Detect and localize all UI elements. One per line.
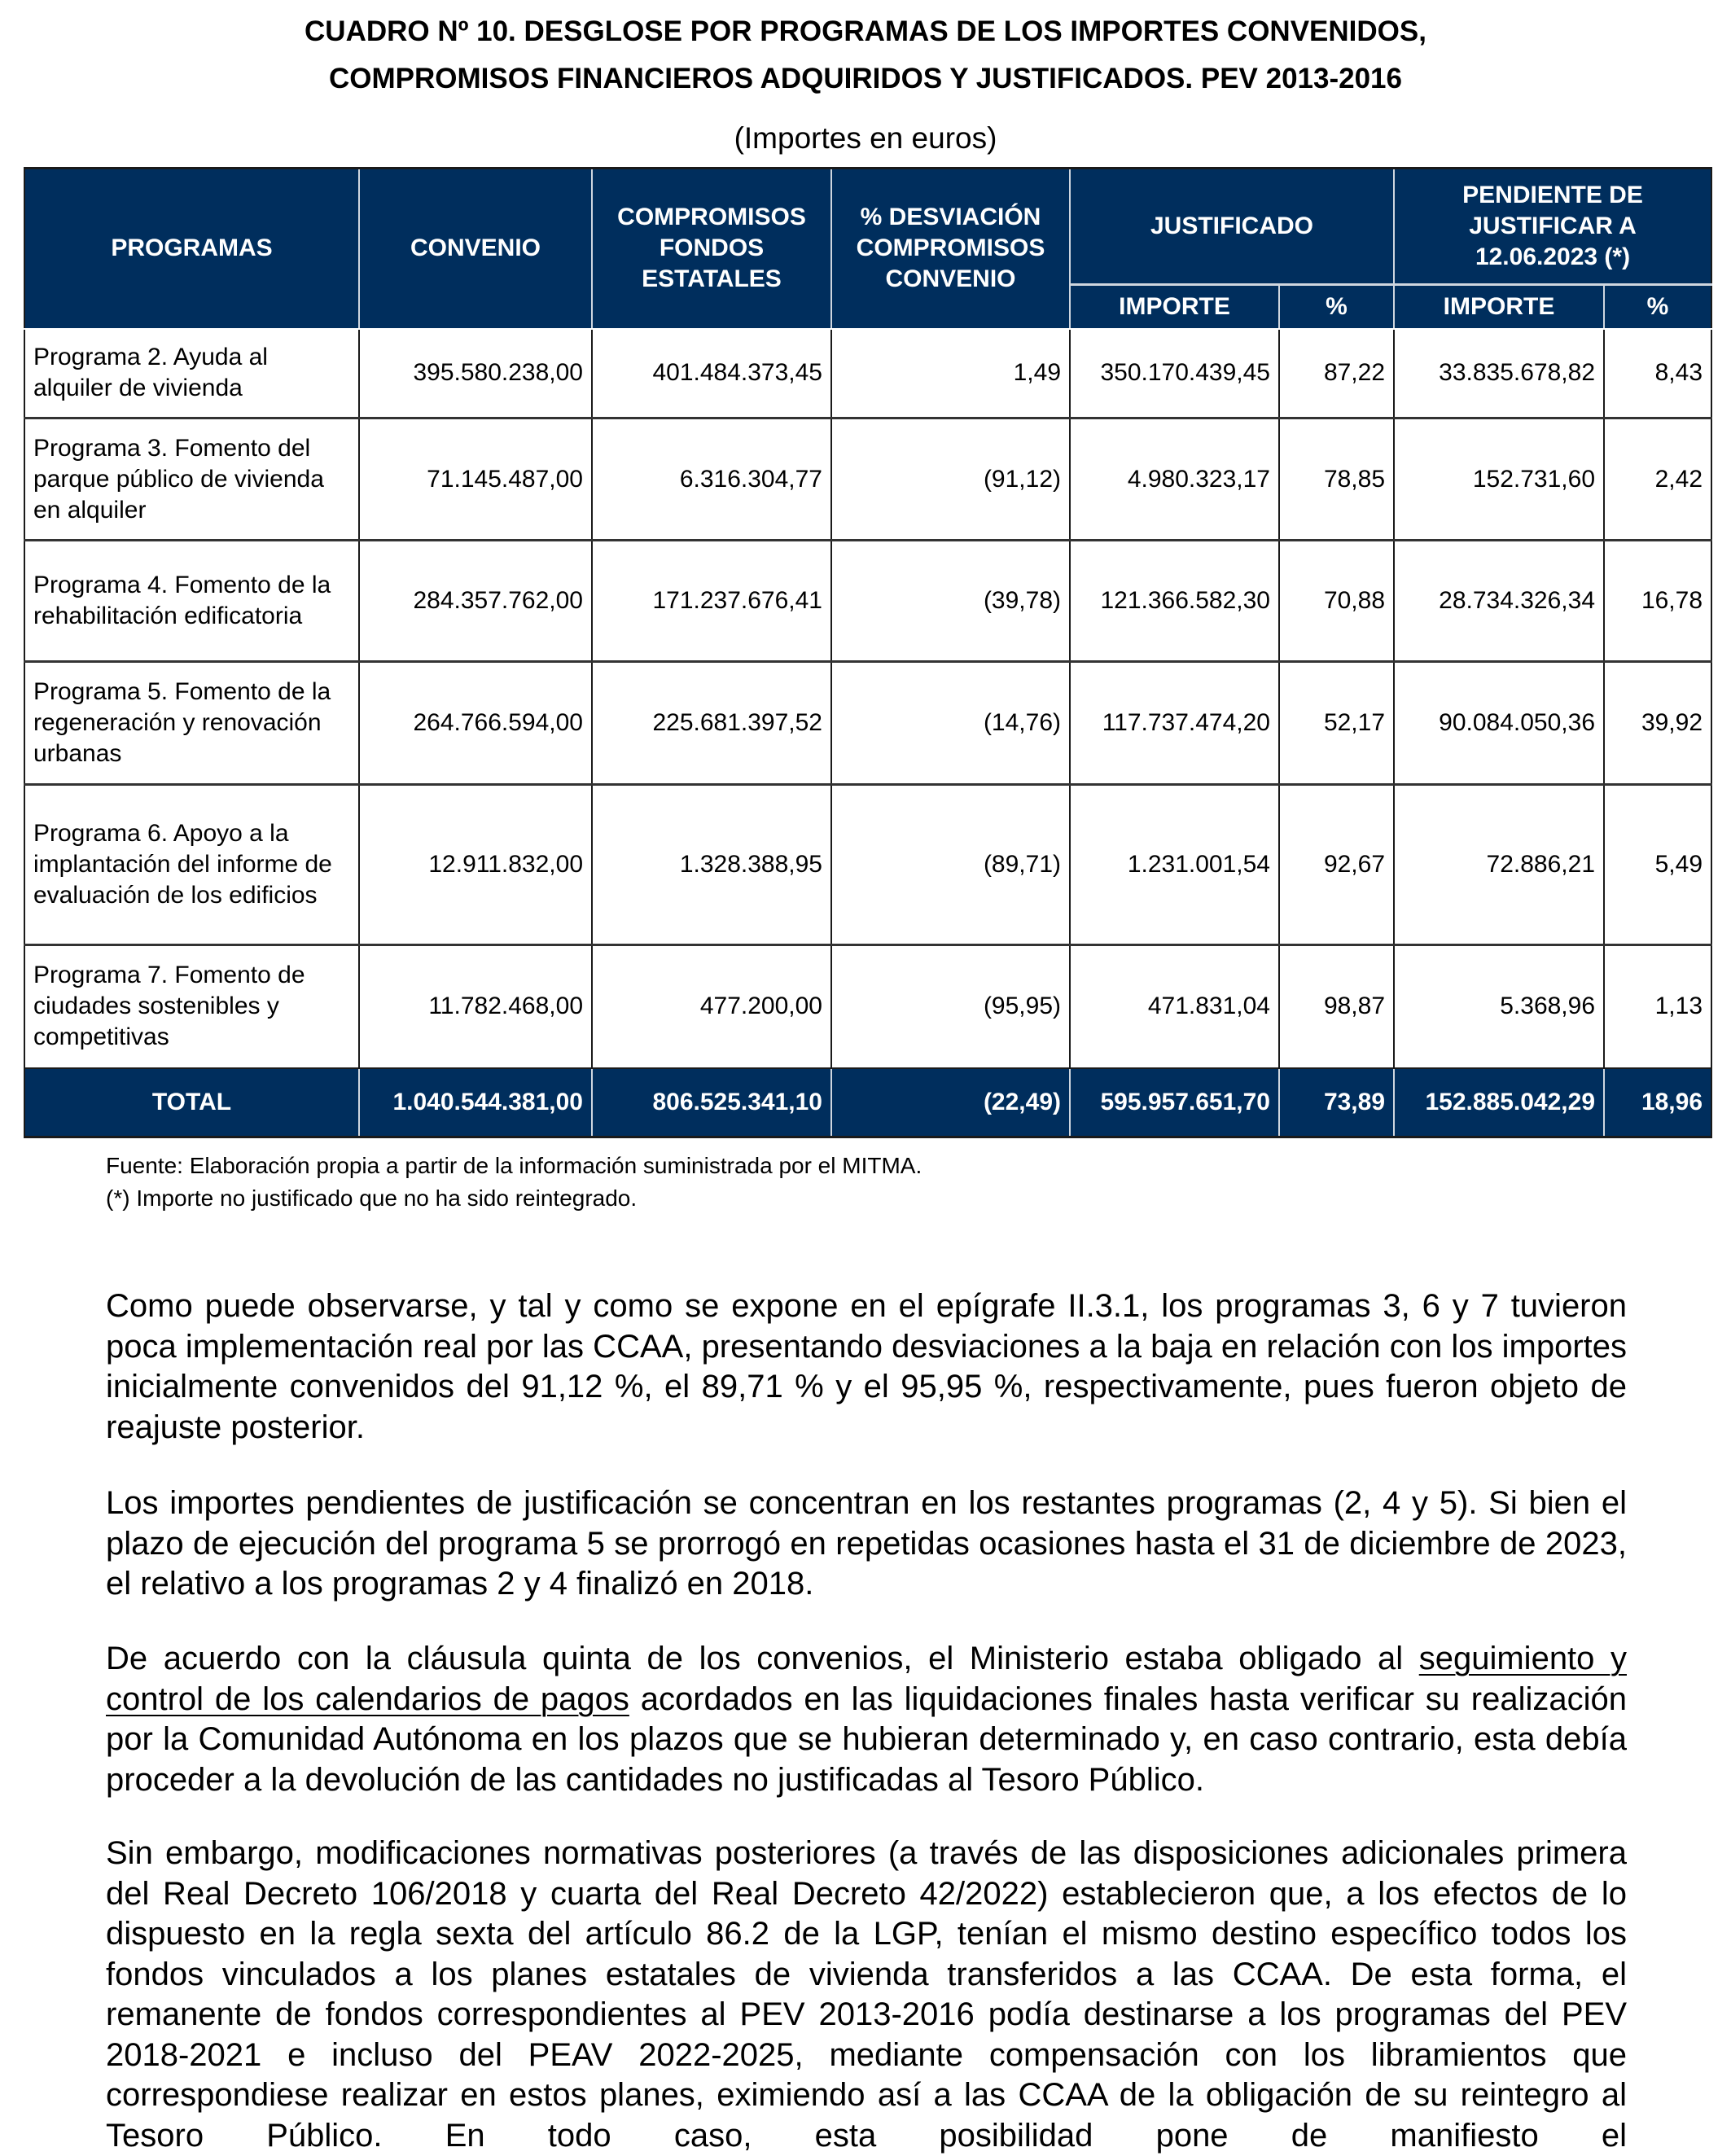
compromisos-value: 1.328.388,95 <box>592 785 831 945</box>
col-header-pendiente: PENDIENTE DE JUSTIFICAR A 12.06.2023 (*) <box>1394 169 1711 285</box>
justificado-pct-value: 98,87 <box>1279 945 1394 1068</box>
table-row <box>24 541 1711 662</box>
total-label: TOTAL <box>24 1068 359 1137</box>
justificado-importe-value: 471.831,04 <box>1070 945 1279 1068</box>
source-note: Fuente: Elaboración propia a partir de la información suministrada por el MITMA. <box>106 1153 922 1178</box>
paragraph-1: Como puede observarse, y tal y como se expone en el epígrafe II.3.1, los programas 3, 6 y 7 tuvieron poca implementación real por las CCAA, presentando desviaciones a la baja en relación con los importes inicialmente convenidos del 91,12 %, el 89,71 % y el 95,95 %, respectivamente, pues fueron objeto de reajuste posterior. <box>106 1288 1627 1445</box>
pendiente-pct-value: 2,42 <box>1604 418 1711 541</box>
convenio-value: 395.580.238,00 <box>359 329 592 418</box>
convenio-value: 284.357.762,00 <box>359 541 592 662</box>
subheader-pendiente-importe: IMPORTE <box>1394 285 1604 329</box>
justificado-importe-value: 121.366.582,30 <box>1070 541 1279 662</box>
programs-table <box>24 167 1712 1138</box>
compromisos-value: 171.237.676,41 <box>592 541 831 662</box>
justificado-importe-value: 117.737.474,20 <box>1070 662 1279 785</box>
paragraph-4: Sin embargo, modificaciones normativas posteriores (a través de las disposiciones adicionales primera del Real Decreto 106/2018 y cuarta del Real Decreto 42/2022) establecieron que, a los efectos de lo dispuesto en la regla sexta del artículo 86.2 de la LGP, tenían el mismo destino específico todos los fondos vinculados a los planes estatales de vivienda transferidos a las CCAA. De esta forma, el remanente de fondos correspondientes al PEV 2013-2016 podía destinarse a los programas del PEV 2018-2021 e incluso del PEAV 2022-2025, mediante compensación con los libramientos que correspondiese realizar en estos planes, eximiendo así a las CCAA de la obligación de su reintegro al Tesoro Público. En todo caso, esta posibilidad pone de manifiesto el <box>106 1835 1627 2154</box>
convenio-value: 11.782.468,00 <box>359 945 592 1068</box>
compromisos-value: 401.484.373,45 <box>592 329 831 418</box>
total-desviacion: (22,49) <box>831 1068 1070 1137</box>
table-row <box>24 418 1711 541</box>
programa-name: Programa 5. Fomento de la regeneración y renovación urbanas <box>24 662 359 785</box>
justificado-importe-value: 1.231.001,54 <box>1070 785 1279 945</box>
convenio-value: 264.766.594,00 <box>359 662 592 785</box>
convenio-value: 12.911.832,00 <box>359 785 592 945</box>
pendiente-pct-value: 8,43 <box>1604 329 1711 418</box>
desviacion-value: 1,49 <box>831 329 1070 418</box>
compromisos-value: 477.200,00 <box>592 945 831 1068</box>
justificado-pct-value: 87,22 <box>1279 329 1394 418</box>
subheader-justificado-importe: IMPORTE <box>1070 285 1279 329</box>
col-header-compromisos: COMPROMISOS FONDOS ESTATALES <box>592 169 831 329</box>
col-header-justificado: JUSTIFICADO <box>1070 169 1394 285</box>
col-header-programas: PROGRAMAS <box>24 169 359 329</box>
justificado-pct-value: 78,85 <box>1279 418 1394 541</box>
table-row <box>24 662 1711 785</box>
paragraph-3-start: De acuerdo con la cláusula quinta de los convenios, el Ministerio estaba obligado al <box>106 1641 1419 1676</box>
programa-name: Programa 3. Fomento del parque público de vivienda en alquiler <box>24 418 359 541</box>
pendiente-pct-value: 39,92 <box>1604 662 1711 785</box>
total-row <box>24 1068 1711 1137</box>
desviacion-value: (14,76) <box>831 662 1070 785</box>
paragraph-3-end: acordados en las liquidaciones finales hasta verificar su realización por la Comunidad Autónoma en los plazos que se hubieran determinado y, en caso contrario, esta debía proceder a la devolución de las cantidades no justificadas al Tesoro Público. <box>106 1681 1628 1798</box>
table-row <box>24 785 1711 945</box>
pendiente-importe-value: 28.734.326,34 <box>1394 541 1604 662</box>
paragraph-2: Los importes pendientes de justificación se concentran en los restantes programas (2, 4 y 5). Si bien el plazo de ejecución del programa 5 se prorrogó en repetidas ocasiones hasta el 31 de diciembre de 2023, el relativo a los programas 2 y 4 finalizó en 2018. <box>106 1485 1627 1602</box>
subheader-pendiente-pct: % <box>1604 285 1711 329</box>
justificado-importe-value: 4.980.323,17 <box>1070 418 1279 541</box>
compromisos-value: 6.316.304,77 <box>592 418 831 541</box>
table-row <box>24 329 1711 418</box>
pendiente-pct-value: 16,78 <box>1604 541 1711 662</box>
subheader-justificado-pct: % <box>1279 285 1394 329</box>
programa-name: Programa 2. Ayuda al alquiler de vivienda <box>24 329 359 418</box>
table-notes <box>106 1150 922 1215</box>
asterisk-note: (*) Importe no justificado que no ha sido reintegrado. <box>106 1185 638 1211</box>
pendiente-pct-value: 1,13 <box>1604 945 1711 1068</box>
pendiente-importe-value: 5.368,96 <box>1394 945 1604 1068</box>
total-justificado-pct: 73,89 <box>1279 1068 1394 1137</box>
total-pendiente-pct: 18,96 <box>1604 1068 1711 1137</box>
total-compromisos: 806.525.341,10 <box>592 1068 831 1137</box>
total-convenio: 1.040.544.381,00 <box>359 1068 592 1137</box>
desviacion-value: (39,78) <box>831 541 1070 662</box>
programa-name: Programa 4. Fomento de la rehabilitación edificatoria <box>24 541 359 662</box>
pendiente-pct-value: 5,49 <box>1604 785 1711 945</box>
col-header-desviacion: % DESVIACIÓN COMPROMISOS CONVENIO <box>831 169 1070 329</box>
paragraph-3 <box>106 1639 1627 1800</box>
compromisos-value: 225.681.397,52 <box>592 662 831 785</box>
desviacion-value: (95,95) <box>831 945 1070 1068</box>
pendiente-importe-value: 152.731,60 <box>1394 418 1604 541</box>
pendiente-importe-value: 90.084.050,36 <box>1394 662 1604 785</box>
convenio-value: 71.145.487,00 <box>359 418 592 541</box>
underlined-phrase: seguimiento y control de los calendarios de pagos <box>106 1641 1627 1717</box>
desviacion-value: (89,71) <box>831 785 1070 945</box>
programa-name: Programa 6. Apoyo a la implantación del informe de evaluación de los edificios <box>24 785 359 945</box>
justificado-pct-value: 70,88 <box>1279 541 1394 662</box>
total-pendiente-importe: 152.885.042,29 <box>1394 1068 1604 1137</box>
table-title-line-2: COMPROMISOS FINANCIEROS ADQUIRIDOS Y JUSTIFICADOS. PEV 2013-2016 <box>329 63 1402 94</box>
col-header-convenio: CONVENIO <box>359 169 592 329</box>
units-caption: (Importes en euros) <box>734 121 997 155</box>
programa-name: Programa 7. Fomento de ciudades sostenibles y competitivas <box>24 945 359 1068</box>
table-row <box>24 945 1711 1068</box>
justificado-pct-value: 92,67 <box>1279 785 1394 945</box>
justificado-pct-value: 52,17 <box>1279 662 1394 785</box>
justificado-importe-value: 350.170.439,45 <box>1070 329 1279 418</box>
desviacion-value: (91,12) <box>831 418 1070 541</box>
pendiente-importe-value: 72.886,21 <box>1394 785 1604 945</box>
total-justificado-importe: 595.957.651,70 <box>1070 1068 1279 1137</box>
pendiente-importe-value: 33.835.678,82 <box>1394 329 1604 418</box>
table-title-line-1: CUADRO Nº 10. DESGLOSE POR PROGRAMAS DE LOS IMPORTES CONVENIDOS, <box>305 15 1426 47</box>
